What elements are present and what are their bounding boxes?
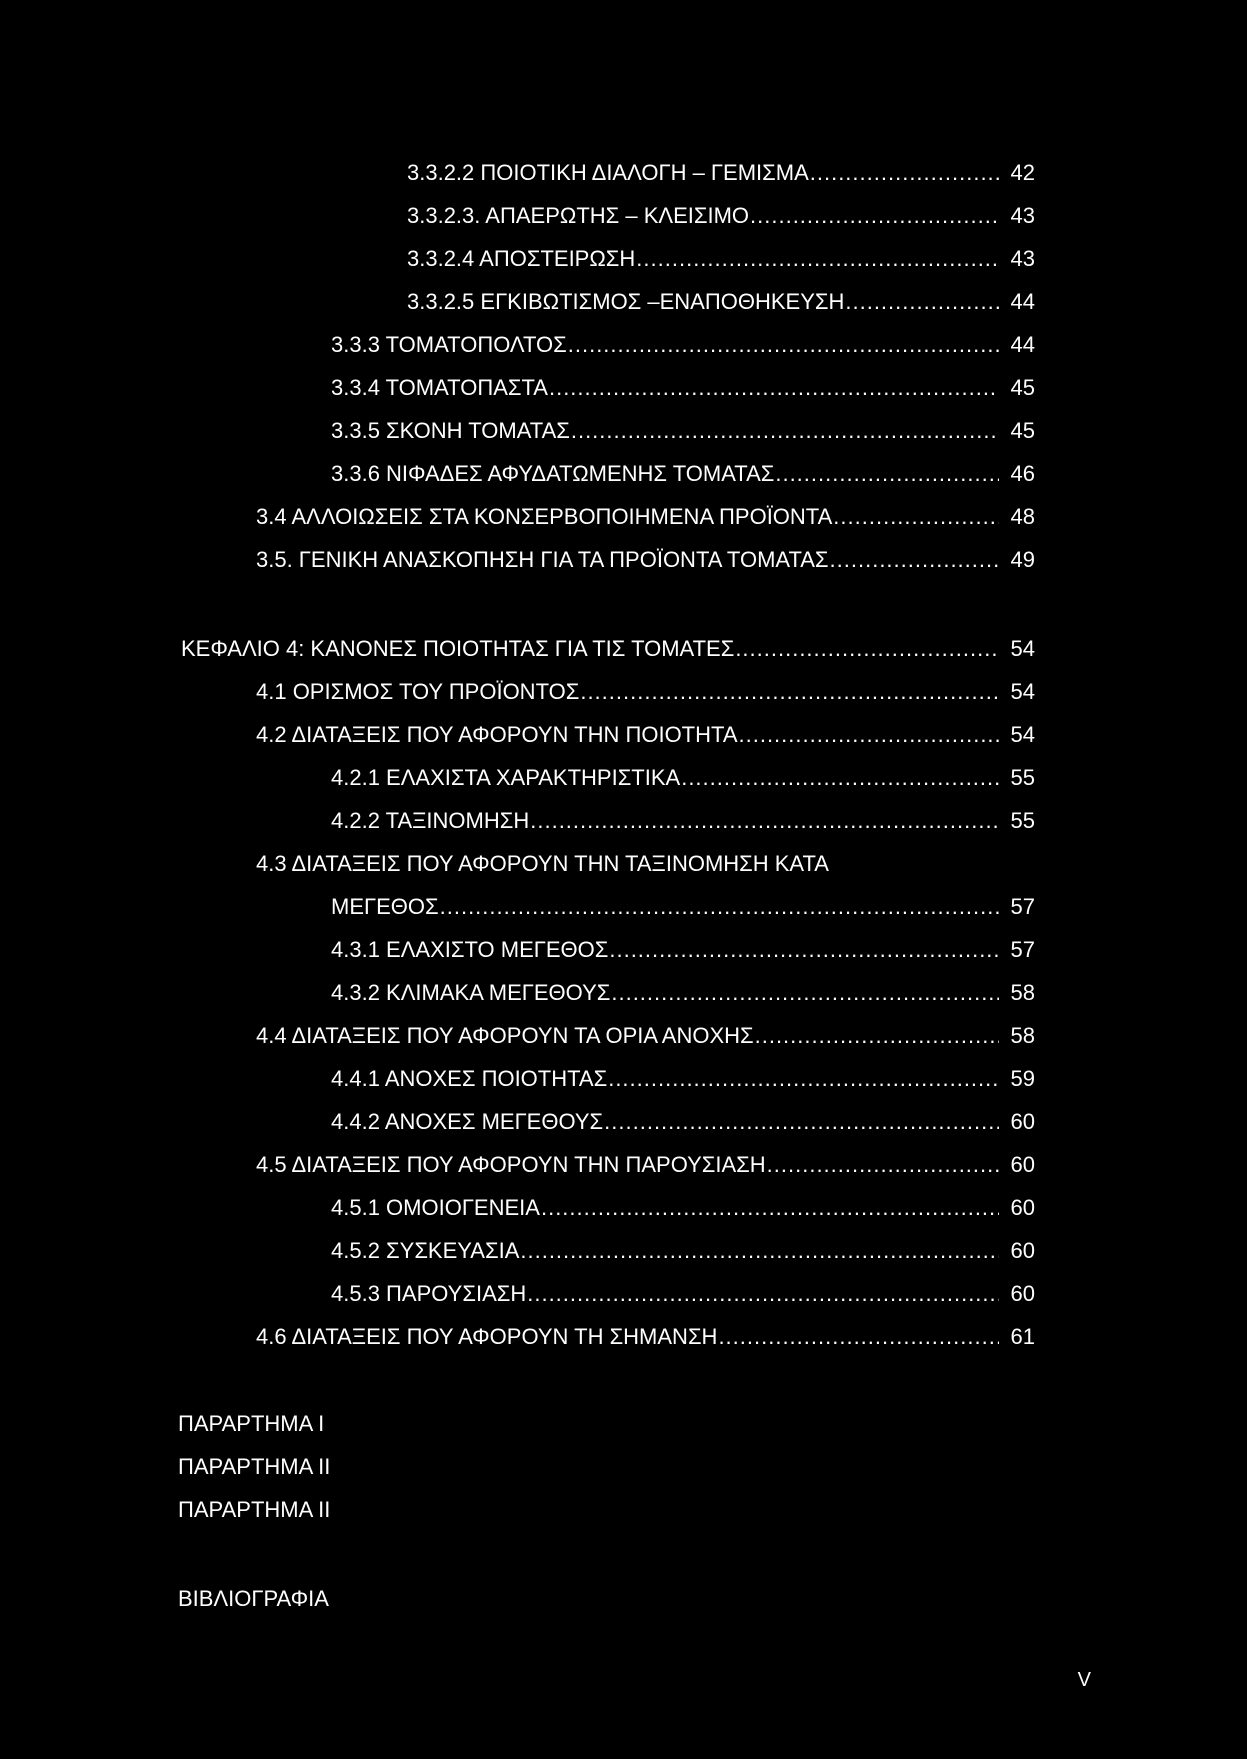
toc-entry-page: 43 [1010, 246, 1035, 271]
toc-entry-title: 3.3.2.3. ΑΠΑΕΡΩΤΗΣ – ΚΛΕΙΣΙΜΟ [407, 203, 750, 228]
toc-entry-title: 4.3.2 ΚΛΙΜΑΚΑ ΜΕΓΕΘΟΥΣ [331, 980, 611, 1005]
toc-entry-page: 57 [1010, 937, 1035, 962]
toc-entry-title: 3.3.6 ΝΙΦΑΔΕΣ ΑΦΥΔΑΤΩΜΕΝΗΣ ΤΟΜΑΤΑΣ [331, 461, 775, 486]
toc-leader-dots [718, 1322, 999, 1352]
toc-entry-page: 42 [1010, 160, 1035, 185]
toc-entry [331, 1064, 1035, 1094]
toc-leader-dots [608, 1064, 999, 1094]
toc-leader-dots [767, 1150, 999, 1180]
toc-entry-page: 59 [1010, 1066, 1035, 1091]
toc-entry-page: 60 [1010, 1195, 1035, 1220]
toc-entry-page: 43 [1010, 203, 1035, 228]
page-number: V [1077, 1669, 1091, 1691]
toc-leader-dots [520, 1236, 999, 1266]
toc-entry [331, 1236, 1035, 1266]
toc-entry-page: 49 [1010, 547, 1035, 572]
toc-entry-title: 4.5 ΔΙΑΤΑΞΕΙΣ ΠΟΥ ΑΦΟΡΟΥΝ ΤΗΝ ΠΑΡΟΥΣΙΑΣΗ [256, 1152, 766, 1177]
toc-entry [407, 244, 1035, 274]
toc-entry-page: 60 [1010, 1281, 1035, 1306]
toc-entry-title: ΜΕΓΕΘΟΣ [331, 894, 439, 919]
toc-entry-page: 54 [1010, 722, 1035, 747]
toc-leader-dots [833, 502, 999, 532]
toc-leader-dots [750, 201, 999, 231]
toc-entry-title: 4.4.2 ΑΝΟΧΕΣ ΜΕΓΕΘΟΥΣ [331, 1109, 604, 1134]
toc-entry-page: 60 [1010, 1109, 1035, 1134]
toc-entry [331, 459, 1035, 489]
toc-leader-dots [568, 330, 999, 360]
toc-entry-title-line1: 4.3 ΔΙΑΤΑΞΕΙΣ ΠΟΥ ΑΦΟΡΟΥΝ ΤΗΝ ΤΑΞΙΝΟΜΗΣΗ ΚΑΤΑ [256, 851, 829, 876]
toc-entry [256, 545, 1035, 575]
toc-entry [331, 416, 1035, 446]
toc-leader-dots [739, 720, 1000, 750]
toc-entry-page: 48 [1010, 504, 1035, 529]
toc-entry [331, 763, 1035, 793]
toc-entry-page: 57 [1010, 894, 1035, 919]
toc-entry [331, 1107, 1035, 1137]
toc-entry [256, 677, 1035, 707]
toc-entry-page: 45 [1010, 375, 1035, 400]
toc-entry-title: 3.5. ΓΕΝΙΚΗ ΑΝΑΣΚΟΠΗΣΗ ΓΙΑ ΤΑ ΠΡΟΪΟΝΤΑ ΤΟΜΑΤΑΣ [256, 547, 829, 572]
toc-entry-page: 60 [1010, 1238, 1035, 1263]
toc-entry-page: 58 [1010, 1023, 1035, 1048]
appendix-entry: ΠΑΡΑΡΤΗΜΑ II [178, 1454, 331, 1479]
toc-entry-page: 55 [1010, 765, 1035, 790]
toc-entry-title: 3.3.4 ΤΟΜΑΤΟΠΑΣΤΑ [331, 375, 548, 400]
toc-entry [331, 806, 1035, 836]
appendix-entry: ΠΑΡΑΡΤΗΜΑ II [178, 1497, 331, 1522]
toc-leader-dots [530, 806, 999, 836]
toc-entry-title: 3.3.2.2 ΠΟΙΟΤΙΚΗ ΔΙΑΛΟΓΗ – ΓΕΜΙΣΜΑ [407, 160, 809, 185]
toc-leader-dots [609, 935, 999, 965]
toc-entry [331, 330, 1035, 360]
toc-entry-title: 4.5.3 ΠΑΡΟΥΣΙΑΣΗ [331, 1281, 527, 1306]
toc-entry-title: 4.1 ΟΡΙΣΜΟΣ ΤΟΥ ΠΡΟΪΟΝΤΟΣ [256, 679, 580, 704]
toc-entry-page: 54 [1010, 636, 1035, 661]
toc-entry [256, 502, 1035, 532]
toc-entry-page: 46 [1010, 461, 1035, 486]
toc-entry [331, 935, 1035, 965]
toc-entry-page: 58 [1010, 980, 1035, 1005]
bibliography-heading: ΒΙΒΛΙΟΓΡΑΦΙΑ [178, 1586, 329, 1611]
toc-leader-dots [440, 892, 999, 922]
toc-entry-page: 54 [1010, 679, 1035, 704]
toc-entry [407, 201, 1035, 231]
toc-leader-dots [636, 244, 999, 274]
toc-leader-dots [580, 677, 999, 707]
appendix-entry: ΠΑΡΑΡΤΗΜΑ I [178, 1411, 325, 1436]
toc-entry [331, 892, 1035, 922]
toc-entry-title: 4.6 ΔΙΑΤΑΞΕΙΣ ΠΟΥ ΑΦΟΡΟΥΝ ΤΗ ΣΗΜΑΝΣΗ [256, 1324, 718, 1349]
toc-entry-page: 45 [1010, 418, 1035, 443]
toc-entry-title: 4.5.1 ΟΜΟΙΟΓΕΝΕΙΑ [331, 1195, 540, 1220]
toc-leader-dots [541, 1193, 999, 1223]
toc-entry-page: 61 [1010, 1324, 1035, 1349]
toc-entry-title: 4.2 ΔΙΑΤΑΞΕΙΣ ΠΟΥ ΑΦΟΡΟΥΝ ΤΗΝ ΠΟΙΟΤΗΤΑ [256, 722, 738, 747]
toc-entry [256, 1322, 1035, 1352]
toc-entry-page: 44 [1010, 332, 1035, 357]
toc-entry-title: 4.3.1 ΕΛΑΧΙΣΤΟ ΜΕΓΕΘΟΣ [331, 937, 609, 962]
toc-leader-dots [527, 1279, 999, 1309]
toc-entry [331, 373, 1035, 403]
toc-leader-dots [571, 416, 999, 446]
toc-entry-title: 4.4 ΔΙΑΤΑΞΕΙΣ ΠΟΥ ΑΦΟΡΟΥΝ ΤΑ ΟΡΙΑ ΑΝΟΧΗΣ [256, 1023, 754, 1048]
toc-entry-page: 44 [1010, 289, 1035, 314]
toc-entry-page: 60 [1010, 1152, 1035, 1177]
toc-leader-dots [604, 1107, 999, 1137]
toc-entry [407, 287, 1035, 317]
toc-entry-title: 3.3.2.4 ΑΠΟΣΤΕΙΡΩΣΗ [407, 246, 636, 271]
toc-entry-title: 3.3.3 ΤΟΜΑΤΟΠΟΛΤΟΣ [331, 332, 567, 357]
toc-leader-dots [755, 1021, 999, 1051]
toc-entry-title: 3.4 ΑΛΛΟΙΩΣΕΙΣ ΣΤΑ ΚΟΝΣΕΡΒΟΠΟΙΗΜΕΝΑ ΠΡΟΪΟΝΤΑ [256, 504, 833, 529]
toc-entry [407, 158, 1035, 188]
toc-entry [256, 1150, 1035, 1180]
toc-entry-page: 55 [1010, 808, 1035, 833]
toc-entry-title: 4.2.1 ΕΛΑΧΙΣΤΑ ΧΑΡΑΚΤΗΡΙΣΤΙΚΑ [331, 765, 681, 790]
toc-entry [331, 1193, 1035, 1223]
toc-leader-dots [830, 545, 999, 575]
toc-entry [331, 1279, 1035, 1309]
toc-entry-title: 4.2.2 ΤΑΞΙΝΟΜΗΣΗ [331, 808, 530, 833]
toc-leader-dots [681, 763, 999, 793]
toc-entry-title: ΚΕΦΑΛΙΟ 4: ΚΑΝΟΝΕΣ ΠΟΙΟΤΗΤΑΣ ΓΙΑ ΤΙΣ ΤΟΜΑΤΕΣ [181, 636, 735, 661]
toc-leader-dots [611, 978, 999, 1008]
toc-leader-dots [735, 634, 999, 664]
toc-entry [256, 1021, 1035, 1051]
toc-entry [256, 720, 1035, 750]
toc-leader-dots [810, 158, 999, 188]
toc-entry-title: 4.4.1 ΑΝΟΧΕΣ ΠΟΙΟΤΗΤΑΣ [331, 1066, 608, 1091]
toc-entry-title: 3.3.2.5 ΕΓΚΙΒΩΤΙΣΜΟΣ –ΕΝΑΠΟΘΗΚΕΥΣΗ [407, 289, 845, 314]
toc-leader-dots [775, 459, 999, 489]
toc-leader-dots [549, 373, 999, 403]
toc-leader-dots [845, 287, 999, 317]
toc-entry-title: 4.5.2 ΣΥΣΚΕΥΑΣΙΑ [331, 1238, 520, 1263]
toc-chapter-heading [181, 634, 1035, 664]
toc-entry [331, 978, 1035, 1008]
toc-entry-title: 3.3.5 ΣΚΟΝΗ ΤΟΜΑΤΑΣ [331, 418, 570, 443]
